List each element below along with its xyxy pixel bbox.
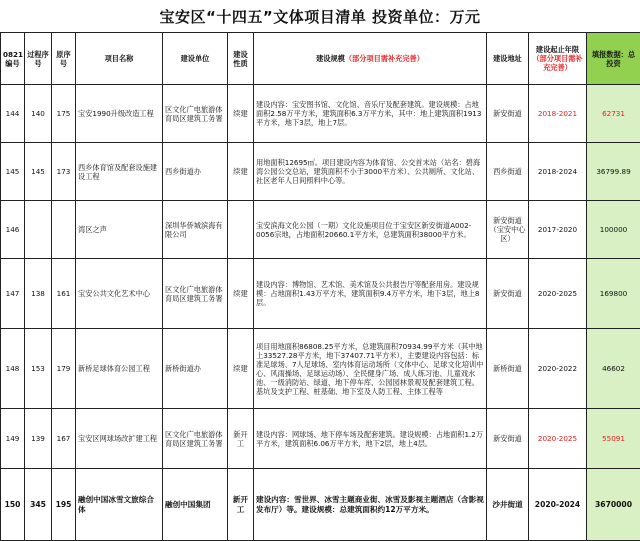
cell-investment[interactable]: 36799.89	[587, 143, 640, 201]
header-scope-note: （部分项目需补充完善）	[345, 54, 424, 63]
header-scope[interactable]	[254, 33, 487, 85]
cell-nature[interactable]: 续建	[228, 143, 254, 201]
header-project-name[interactable]: 项目名称	[76, 33, 163, 85]
cell-no[interactable]: 146	[1, 201, 25, 259]
header-scope-label: 建设规模	[316, 54, 345, 63]
cell-investment[interactable]: 3670000	[587, 469, 640, 541]
cell-orig-no[interactable]: 179	[52, 329, 76, 409]
cell-years[interactable]: 2020-2024	[529, 469, 587, 541]
cell-orig-no[interactable]: 167	[52, 409, 76, 469]
table-row	[1, 201, 640, 259]
cell-investment[interactable]: 100000	[587, 201, 640, 259]
project-table	[0, 32, 640, 541]
header-nature[interactable]: 建设性质	[228, 33, 254, 85]
table-row	[1, 259, 640, 329]
cell-location[interactable]: 新安街道	[487, 85, 529, 143]
cell-process-no[interactable]: 153	[25, 329, 52, 409]
cell-years[interactable]: 2018-2021	[529, 85, 587, 143]
cell-process-no[interactable]: 138	[25, 259, 52, 329]
cell-builder[interactable]: 区文化广电旅游体育局区建筑工务署	[163, 85, 228, 143]
cell-builder[interactable]: 深圳华侨城滨海有限公司	[163, 201, 228, 259]
cell-location[interactable]: 新安街道	[487, 259, 529, 329]
cell-years[interactable]: 2017-2020	[529, 201, 587, 259]
cell-process-no[interactable]: 139	[25, 409, 52, 469]
cell-investment[interactable]: 46602	[587, 329, 640, 409]
cell-scope[interactable]: 宝安滨海文化公园（一期）文化设施项目位于宝安区新安街道A002-0056宗地，占地面积20660.1平方米，总建筑面积38000平方米。	[254, 201, 487, 259]
header-location[interactable]: 建设地址	[487, 33, 529, 85]
cell-no[interactable]: 144	[1, 85, 25, 143]
cell-location[interactable]: 西乡街道	[487, 143, 529, 201]
header-process-no[interactable]: 过程序号	[25, 33, 52, 85]
table-row	[1, 409, 640, 469]
cell-no[interactable]: 149	[1, 409, 25, 469]
cell-years[interactable]: 2020-2025	[529, 409, 587, 469]
cell-no[interactable]: 147	[1, 259, 25, 329]
header-years[interactable]	[529, 33, 587, 85]
cell-nature[interactable]: 续建	[228, 85, 254, 143]
header-years-label: 建设起止年限	[536, 45, 579, 54]
cell-nature[interactable]: 续建	[228, 259, 254, 329]
cell-process-no[interactable]: 345	[25, 469, 52, 541]
table-row	[1, 85, 640, 143]
cell-scope[interactable]: 建设内容：宝安图书馆、文化馆、音乐厅及配套建筑。建设规模：占地面积2.58万平方米，建筑面积6.3万平方米，其中：地上建筑面积1913平方米，地下3层，地上7层。	[254, 85, 487, 143]
cell-project-name[interactable]: 宝安公共文化艺术中心	[76, 259, 163, 329]
cell-orig-no[interactable]: 195	[52, 469, 76, 541]
cell-no[interactable]: 145	[1, 143, 25, 201]
header-builder[interactable]: 建设单位	[163, 33, 228, 85]
table-row	[1, 143, 640, 201]
cell-builder[interactable]: 西乡街道办	[163, 143, 228, 201]
sheet-title: 宝安区“十四五”文体项目清单 投资单位：万元	[0, 0, 640, 32]
cell-project-name[interactable]: 湾区之声	[76, 201, 163, 259]
cell-nature[interactable]: 续建	[228, 329, 254, 409]
cell-orig-no[interactable]	[52, 201, 76, 259]
cell-project-name[interactable]: 西乡体育馆及配套设施建设工程	[76, 143, 163, 201]
cell-scope[interactable]: 建设内容：雪世界、冰雪主题商业街、冰雪及影视主题酒店（含影视发布厅）等。建设规模：总建筑面积约12万平方米。	[254, 469, 487, 541]
cell-builder[interactable]: 区文化广电旅游体育局区建筑工务署	[163, 409, 228, 469]
cell-scope[interactable]: 用地面积12695㎡。项目建设内容为体育馆、公交首末站（站名：碧海湾公园公交总站，建筑面积不小于3000平方米）、公共厕所、文化站、社区老年人日间照料中心等。	[254, 143, 487, 201]
cell-location[interactable]: 新安街道	[487, 409, 529, 469]
header-years-note: （部分项目需补充完善）	[532, 54, 582, 72]
header-no0821[interactable]: 0821编号	[1, 33, 25, 85]
cell-project-name[interactable]: 宝安区网球场改扩建工程	[76, 409, 163, 469]
header-row	[1, 33, 640, 85]
cell-builder[interactable]: 融创中国集团	[163, 469, 228, 541]
cell-scope[interactable]: 建设内容：网球场、地下停车场及配套建筑。建设规模：占地面积1.2万平方米，建筑面积6.06万平方米，地下2层，地上4层。	[254, 409, 487, 469]
cell-builder[interactable]: 新桥街道办	[163, 329, 228, 409]
cell-builder[interactable]: 区文化广电旅游体育局区建筑工务署	[163, 259, 228, 329]
cell-years[interactable]: 2020-2022	[529, 329, 587, 409]
cell-orig-no[interactable]: 175	[52, 85, 76, 143]
cell-investment[interactable]: 169800	[587, 259, 640, 329]
cell-nature[interactable]: 新开工	[228, 409, 254, 469]
header-investment[interactable]: 填报数据：总投资	[587, 33, 640, 85]
table-row	[1, 469, 640, 541]
cell-no[interactable]: 150	[1, 469, 25, 541]
cell-location[interactable]: 新安街道（宝安中心区）	[487, 201, 529, 259]
cell-scope[interactable]: 建设内容：博物馆、艺术馆、美术馆及公共报告厅等配套用房。建设规模：占地面积1.43万平方米，建筑面积9.4万平方米，地下3层，地上8层。	[254, 259, 487, 329]
cell-no[interactable]: 148	[1, 329, 25, 409]
cell-nature[interactable]	[228, 201, 254, 259]
cell-process-no[interactable]: 140	[25, 85, 52, 143]
cell-location[interactable]: 新桥街道	[487, 329, 529, 409]
cell-investment[interactable]: 55091	[587, 409, 640, 469]
cell-process-no[interactable]	[25, 201, 52, 259]
cell-orig-no[interactable]: 173	[52, 143, 76, 201]
cell-nature[interactable]: 新开工	[228, 469, 254, 541]
cell-project-name[interactable]: 融创中国冰雪文旅综合体	[76, 469, 163, 541]
header-orig-no[interactable]: 原序号	[52, 33, 76, 85]
cell-process-no[interactable]: 145	[25, 143, 52, 201]
cell-project-name[interactable]: 宝安1990升级改造工程	[76, 85, 163, 143]
cell-scope[interactable]: 项目用地面积86808.25平方米，总建筑面积70934.99平方米（其中地上33527.28平方米，地下37407.71平方米），主要建设内容包括：标准足球场、7人足球场、室内体育运动场所（文体中心、足球文化培训中心、风雨操场、足球运动场）、全民健身广场、成人练习池、儿童戏水池、一级消防站、绿道、地下停车库、公园园林景观及配套建筑工程。基坑及支护工程、桩基础、地下室及人防工程、主体工程等	[254, 329, 487, 409]
table-row	[1, 329, 640, 409]
cell-years[interactable]: 2018-2024	[529, 143, 587, 201]
cell-years[interactable]: 2020-2025	[529, 259, 587, 329]
cell-investment[interactable]: 62731	[587, 85, 640, 143]
cell-location[interactable]: 沙井街道	[487, 469, 529, 541]
cell-project-name[interactable]: 新桥足球体育公园工程	[76, 329, 163, 409]
cell-orig-no[interactable]: 161	[52, 259, 76, 329]
